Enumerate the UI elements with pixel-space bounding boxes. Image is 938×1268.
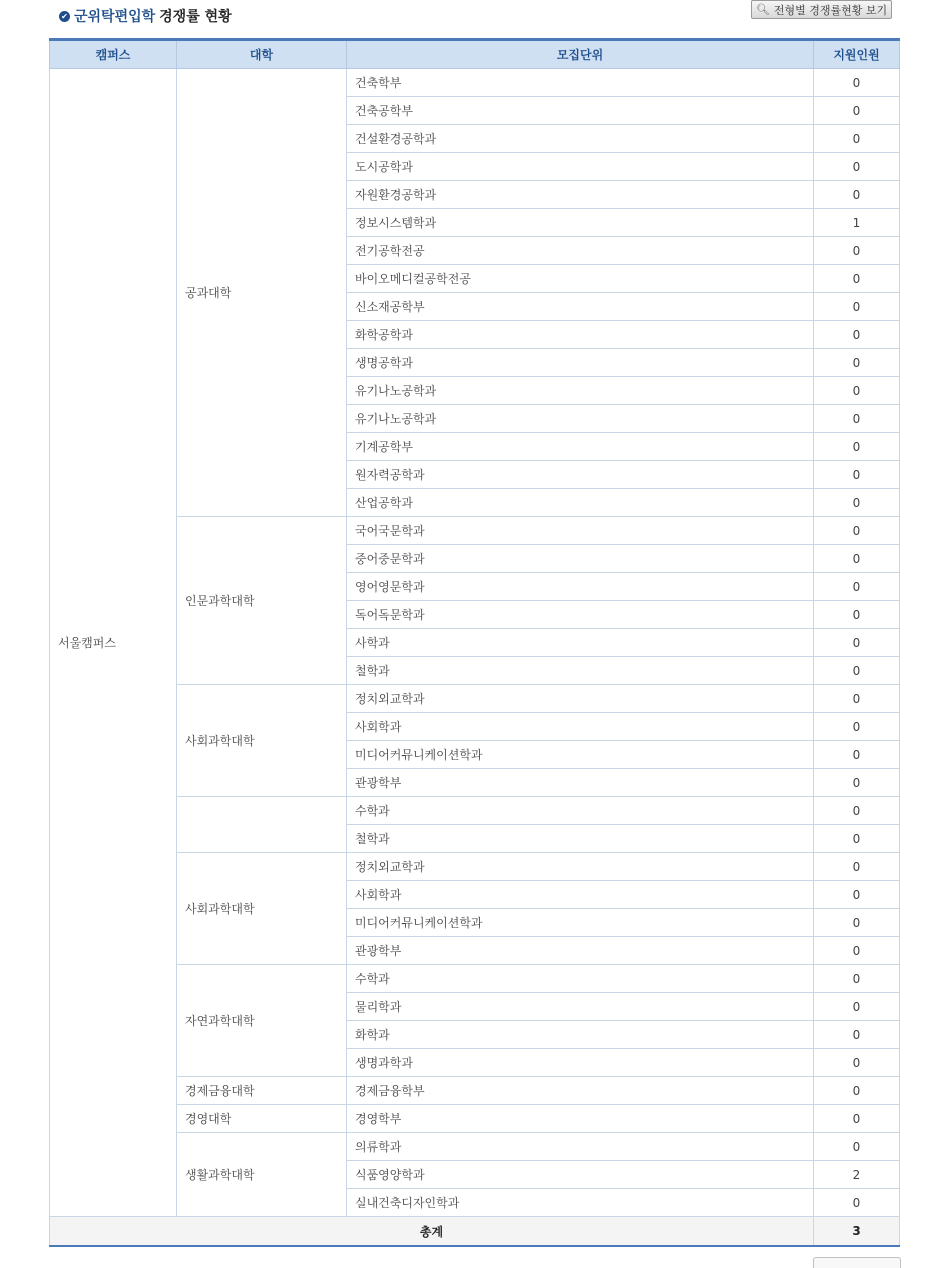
- unit-cell: 독어독문학과: [347, 601, 814, 629]
- table-body: [50, 69, 900, 1217]
- table-row: [50, 1133, 900, 1161]
- unit-cell: 생명공학과: [347, 349, 814, 377]
- applicant-count-cell: 0: [814, 461, 900, 489]
- unit-cell: 화학과: [347, 1021, 814, 1049]
- unit-cell: 화학공학과: [347, 321, 814, 349]
- unit-cell: 경제금융학부: [347, 1077, 814, 1105]
- unit-cell: 중어중문학과: [347, 545, 814, 573]
- applicant-count-cell: 0: [814, 489, 900, 517]
- applicant-count-cell: 1: [814, 209, 900, 237]
- title-accent: 군위탁편입학: [74, 9, 156, 25]
- column-header-college: 대학: [177, 40, 347, 69]
- unit-cell: 전기공학전공: [347, 237, 814, 265]
- applicant-count-cell: 0: [814, 517, 900, 545]
- applicant-count-cell: 0: [814, 153, 900, 181]
- applicant-count-cell: 0: [814, 965, 900, 993]
- unit-cell: 자원환경공학과: [347, 181, 814, 209]
- college-cell: 사회과학대학: [177, 853, 347, 965]
- table-row: [50, 853, 900, 881]
- unit-cell: 수학과: [347, 965, 814, 993]
- total-count: 3: [814, 1217, 900, 1247]
- applicant-count-cell: 0: [814, 629, 900, 657]
- search-icon: 🔍︎: [755, 3, 770, 16]
- applicant-count-cell: 0: [814, 881, 900, 909]
- unit-cell: 식품영양학과: [347, 1161, 814, 1189]
- check-circle-icon: ✔: [59, 11, 70, 22]
- applicant-count-cell: 0: [814, 797, 900, 825]
- unit-cell: 정보시스템학과: [347, 209, 814, 237]
- table-row: [50, 965, 900, 993]
- college-cell: 인문과학대학: [177, 517, 347, 685]
- applicant-count-cell: 0: [814, 657, 900, 685]
- unit-cell: 철학과: [347, 825, 814, 853]
- applicant-count-cell: 0: [814, 1105, 900, 1133]
- unit-cell: 건설환경공학과: [347, 125, 814, 153]
- applicant-count-cell: 0: [814, 433, 900, 461]
- college-cell: 공과대학: [177, 69, 347, 517]
- applicant-count-cell: 0: [814, 1133, 900, 1161]
- unit-cell: 건축공학부: [347, 97, 814, 125]
- applicant-count-cell: 0: [814, 573, 900, 601]
- applicant-count-cell: 2: [814, 1161, 900, 1189]
- unit-cell: 철학과: [347, 657, 814, 685]
- unit-cell: 원자력공학과: [347, 461, 814, 489]
- campus-cell: 서울캠퍼스: [50, 69, 177, 1217]
- page-header: [0, 0, 938, 38]
- total-label: 총계: [50, 1217, 814, 1247]
- applicant-count-cell: 0: [814, 713, 900, 741]
- college-cell: 경제금융대학: [177, 1077, 347, 1105]
- unit-cell: 사학과: [347, 629, 814, 657]
- table-row: [50, 797, 900, 825]
- applicant-count-cell: 0: [814, 293, 900, 321]
- unit-cell: 생명과학과: [347, 1049, 814, 1077]
- table-row: [50, 685, 900, 713]
- applicant-count-cell: 0: [814, 181, 900, 209]
- applicant-count-cell: 0: [814, 1049, 900, 1077]
- applicant-count-cell: 0: [814, 1077, 900, 1105]
- applicant-count-cell: 0: [814, 853, 900, 881]
- table-row: [50, 517, 900, 545]
- applicant-count-cell: 0: [814, 545, 900, 573]
- unit-cell: 유기나노공학과: [347, 405, 814, 433]
- applicant-count-cell: 0: [814, 685, 900, 713]
- unit-cell: 미디어커뮤니케이션학과: [347, 741, 814, 769]
- applicant-count-cell: 0: [814, 237, 900, 265]
- college-cell: [177, 797, 347, 853]
- title-rest: 경쟁률 현황: [159, 9, 232, 25]
- unit-cell: 미디어커뮤니케이션학과: [347, 909, 814, 937]
- college-cell: 생활과학대학: [177, 1133, 347, 1217]
- column-header-unit: 모집단위: [347, 40, 814, 69]
- college-cell: 자연과학대학: [177, 965, 347, 1077]
- unit-cell: 사회학과: [347, 713, 814, 741]
- section-title: [59, 6, 232, 26]
- unit-cell: 산업공학과: [347, 489, 814, 517]
- view-button-label: 전형별 경쟁률현황 보기: [773, 3, 888, 17]
- college-cell: 사회과학대학: [177, 685, 347, 797]
- applicant-count-cell: 0: [814, 1189, 900, 1217]
- total-row: [50, 1217, 900, 1247]
- table-row: [50, 1105, 900, 1133]
- applicant-count-cell: 0: [814, 377, 900, 405]
- applicant-count-cell: 0: [814, 993, 900, 1021]
- college-cell: 경영대학: [177, 1105, 347, 1133]
- applicant-count-cell: 0: [814, 125, 900, 153]
- applicant-count-cell: 0: [814, 1021, 900, 1049]
- applicant-count-cell: 0: [814, 349, 900, 377]
- unit-cell: 도시공학과: [347, 153, 814, 181]
- unit-cell: 실내건축디자인학과: [347, 1189, 814, 1217]
- table-row: [50, 1077, 900, 1105]
- applicant-count-cell: 0: [814, 265, 900, 293]
- applicant-count-cell: 0: [814, 937, 900, 965]
- applicant-count-cell: 0: [814, 825, 900, 853]
- column-header-applicants: 지원인원: [814, 40, 900, 69]
- applicant-count-cell: 0: [814, 601, 900, 629]
- unit-cell: 신소재공학부: [347, 293, 814, 321]
- list-button[interactable]: [813, 1257, 901, 1268]
- column-header-campus: 캠퍼스: [50, 40, 177, 69]
- unit-cell: 관광학부: [347, 769, 814, 797]
- applicant-count-cell: 0: [814, 97, 900, 125]
- unit-cell: 관광학부: [347, 937, 814, 965]
- table-row: [50, 69, 900, 97]
- unit-cell: 의류학과: [347, 1133, 814, 1161]
- competition-rate-table: [49, 38, 900, 1247]
- applicant-count-cell: 0: [814, 69, 900, 97]
- applicant-count-cell: 0: [814, 405, 900, 433]
- unit-cell: 건축학부: [347, 69, 814, 97]
- applicant-count-cell: 0: [814, 741, 900, 769]
- unit-cell: 영어영문학과: [347, 573, 814, 601]
- unit-cell: 경영학부: [347, 1105, 814, 1133]
- applicant-count-cell: 0: [814, 909, 900, 937]
- view-by-admission-type-button[interactable]: [751, 0, 892, 19]
- unit-cell: 정치외교학과: [347, 853, 814, 881]
- table-header-row: [50, 40, 900, 69]
- unit-cell: 기계공학부: [347, 433, 814, 461]
- unit-cell: 물리학과: [347, 993, 814, 1021]
- unit-cell: 유기나노공학과: [347, 377, 814, 405]
- unit-cell: 국어국문학과: [347, 517, 814, 545]
- unit-cell: 수학과: [347, 797, 814, 825]
- unit-cell: 사회학과: [347, 881, 814, 909]
- unit-cell: 정치외교학과: [347, 685, 814, 713]
- unit-cell: 바이오메디컬공학전공: [347, 265, 814, 293]
- applicant-count-cell: 0: [814, 321, 900, 349]
- applicant-count-cell: 0: [814, 769, 900, 797]
